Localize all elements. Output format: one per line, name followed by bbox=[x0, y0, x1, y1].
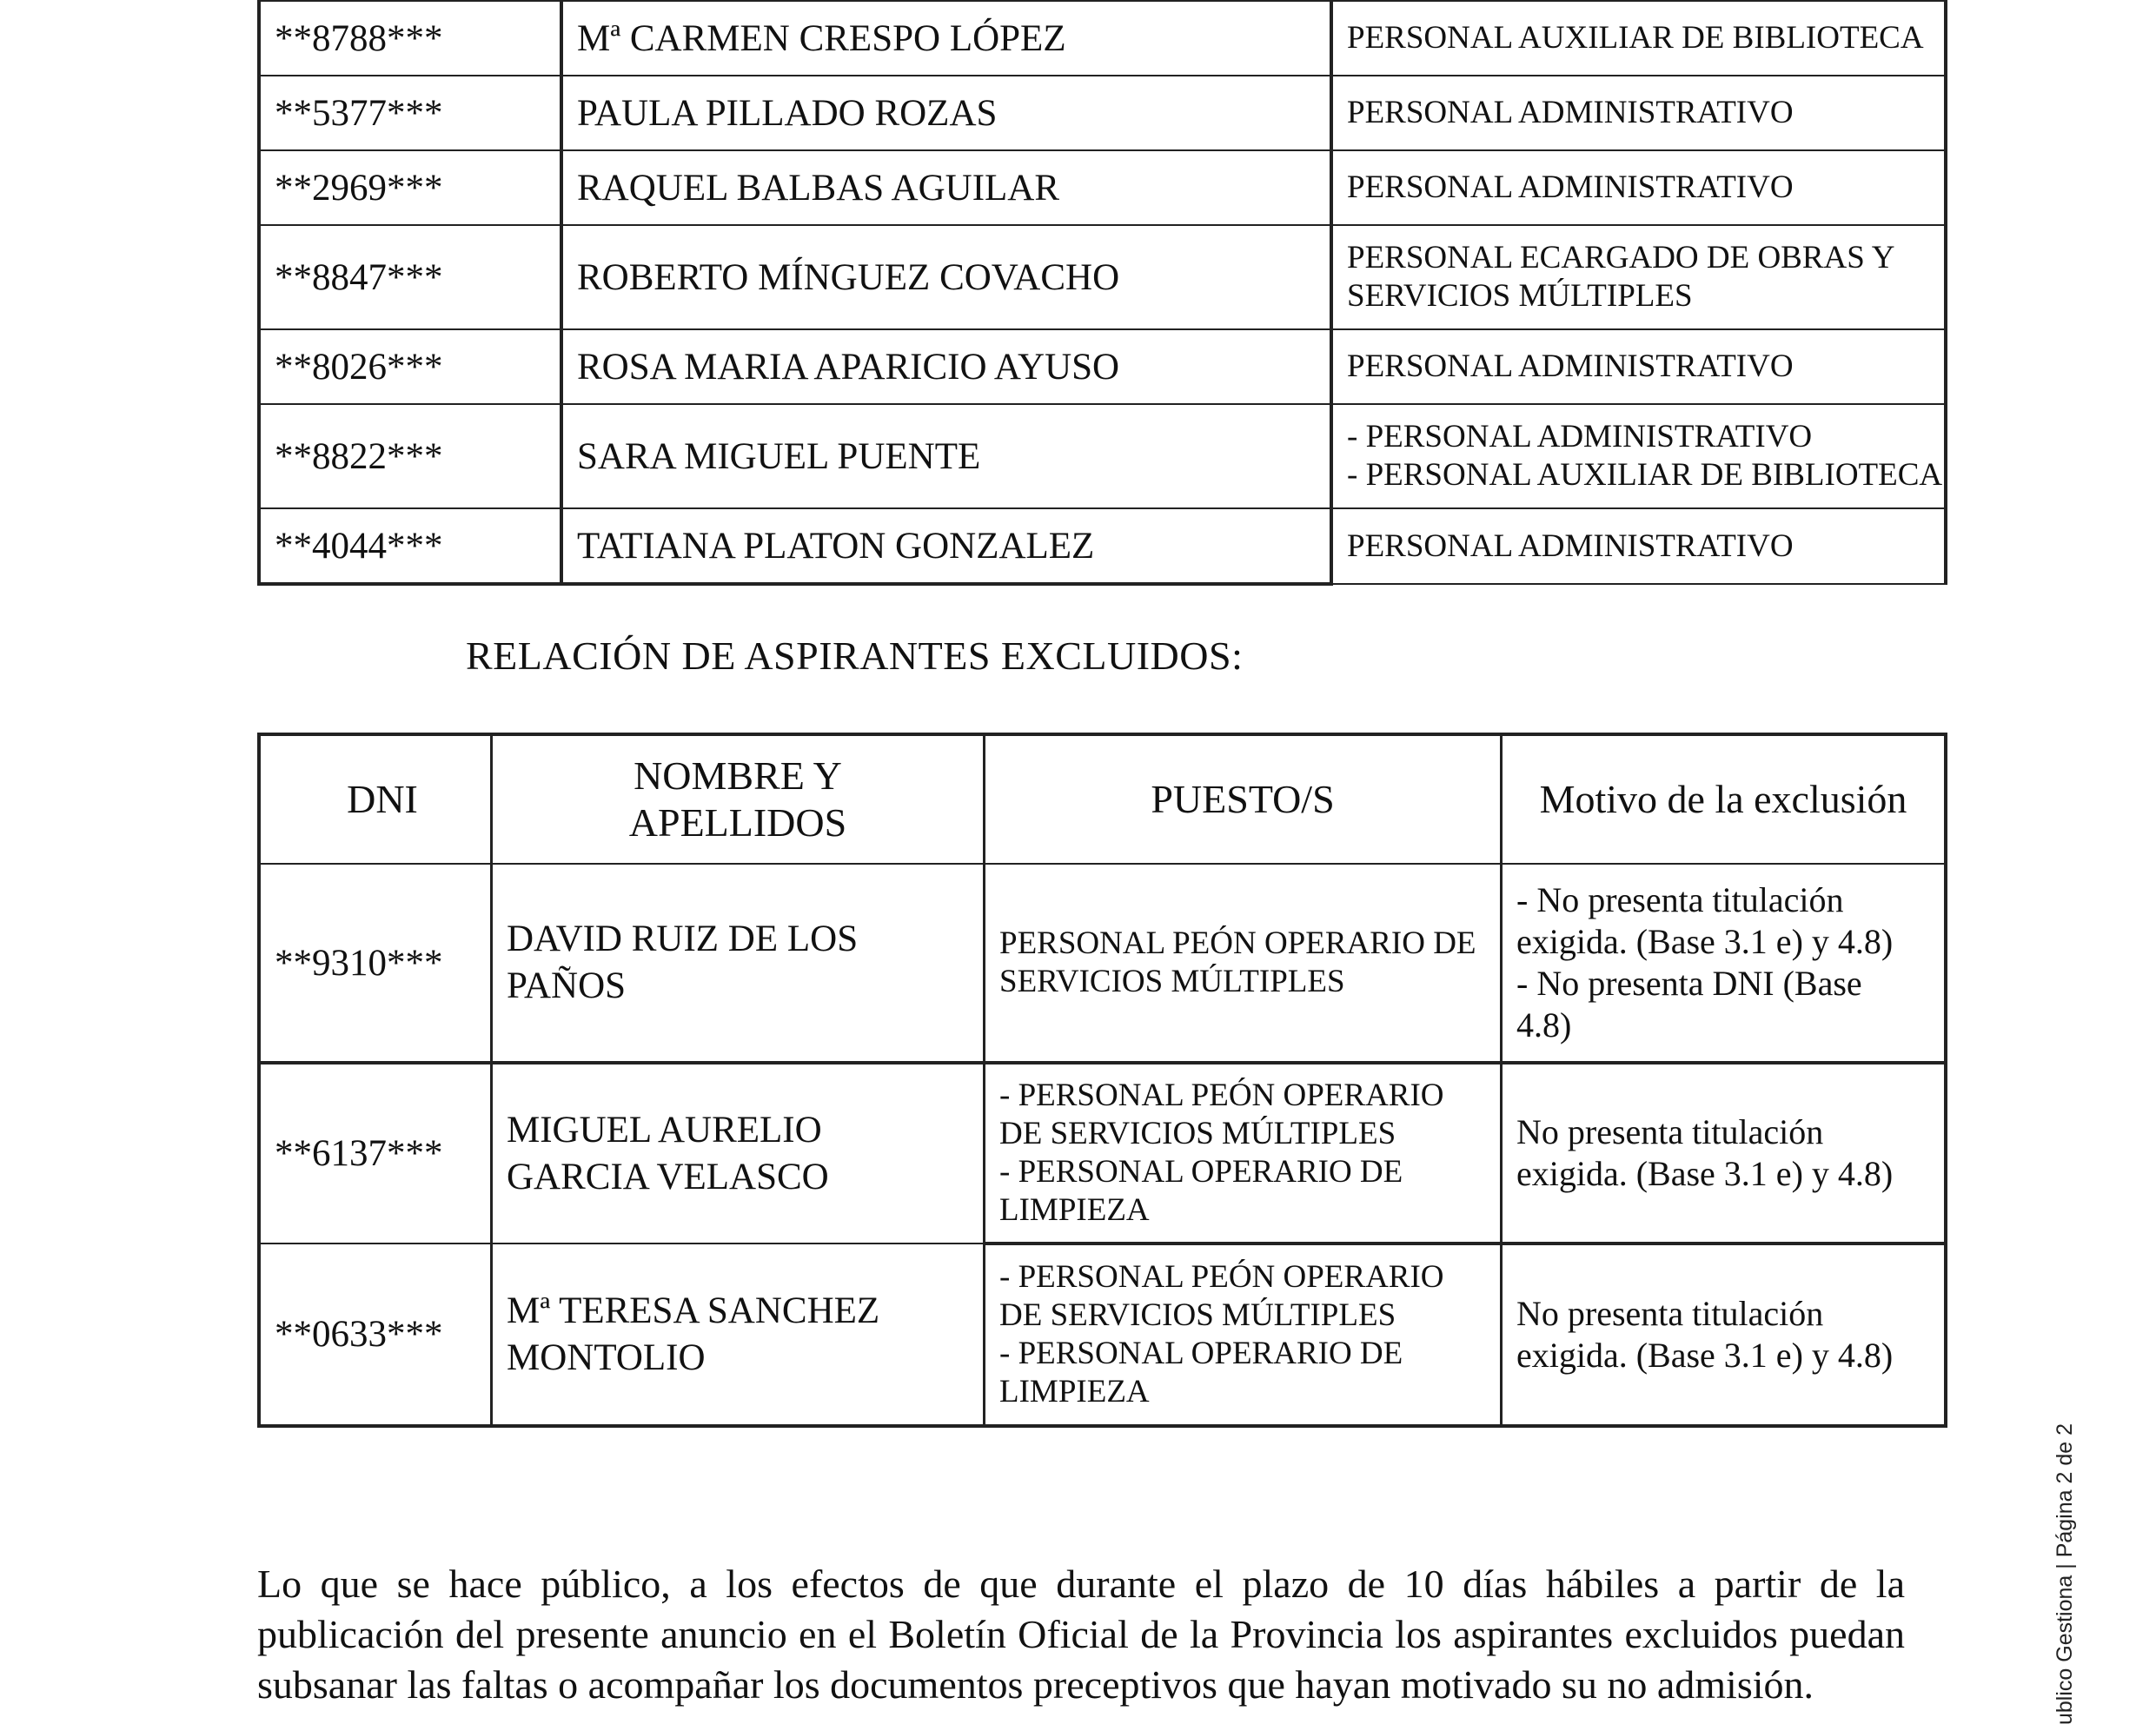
excluded-heading: RELACIÓN DE ASPIRANTES EXCLUIDOS: bbox=[466, 633, 1244, 678]
name-cell: ROSA MARIA APARICIO AYUSO bbox=[561, 329, 1331, 404]
position-line: - PERSONAL ADMINISTRATIVO bbox=[1347, 419, 1813, 454]
position-cell bbox=[1331, 508, 1946, 584]
notice-paragraph: Lo que se hace público, a los efectos de que durante el plazo de 10 días hábiles a partir de la publicación del presente anuncio en el Boletín Oficial de la Provincia los aspirantes excluidos puedan subsanar las faltas o acompañar los documentos preceptivos que hayan motivado su no admisión. bbox=[257, 1562, 1905, 1707]
table-row bbox=[259, 150, 1946, 225]
reason-line: exigida. (Base 3.1 e) y 4.8) bbox=[1516, 922, 1894, 961]
table-row bbox=[259, 1063, 1946, 1244]
name-cell: Mª CARMEN CRESPO LÓPEZ bbox=[561, 1, 1331, 76]
reason-cell bbox=[1502, 1063, 1947, 1244]
name-line: MIGUEL AURELIO bbox=[507, 1109, 822, 1151]
position-line: SERVICIOS MÚLTIPLES bbox=[1347, 278, 1693, 314]
position-cell bbox=[985, 1063, 1502, 1244]
position-line: PERSONAL ADMINISTRATIVO bbox=[1347, 527, 1794, 564]
dni-cell: **8822*** bbox=[259, 404, 561, 508]
reason-line: exigida. (Base 3.1 e) y 4.8) bbox=[1516, 1336, 1894, 1375]
reason-line: 4.8) bbox=[1516, 1005, 1572, 1045]
position-cell bbox=[985, 864, 1502, 1063]
admitted-applicants-table bbox=[257, 0, 1947, 586]
position-line: DE SERVICIOS MÚLTIPLES bbox=[999, 1297, 1396, 1333]
name-cell: ROBERTO MÍNGUEZ COVACHO bbox=[561, 225, 1331, 329]
position-line: LIMPIEZA bbox=[999, 1192, 1150, 1228]
position-line: - PERSONAL PEÓN OPERARIO bbox=[999, 1078, 1444, 1113]
reason-line: - No presenta DNI (Base bbox=[1516, 964, 1862, 1003]
dni-cell: **8788*** bbox=[259, 1, 561, 76]
header-name bbox=[492, 734, 985, 864]
name-line: MONTOLIO bbox=[507, 1336, 706, 1378]
reason-line: No presenta titulación bbox=[1516, 1294, 1824, 1333]
header-dni: DNI bbox=[259, 734, 492, 864]
table-header-row bbox=[259, 734, 1946, 864]
dni-cell: **5377*** bbox=[259, 76, 561, 150]
reason-line: exigida. (Base 3.1 e) y 4.8) bbox=[1516, 1154, 1894, 1193]
name-cell bbox=[492, 864, 985, 1063]
position-line: PERSONAL ADMINISTRATIVO bbox=[1347, 348, 1794, 384]
position-line: DE SERVICIOS MÚLTIPLES bbox=[999, 1116, 1396, 1151]
name-cell: PAULA PILLADO ROZAS bbox=[561, 76, 1331, 150]
name-cell: SARA MIGUEL PUENTE bbox=[561, 404, 1331, 508]
reason-cell bbox=[1502, 1244, 1947, 1426]
position-line: - PERSONAL PEÓN OPERARIO bbox=[999, 1259, 1444, 1295]
table-row bbox=[259, 329, 1946, 404]
dni-cell: **9310*** bbox=[259, 864, 492, 1063]
header-name-line: APELLIDOS bbox=[628, 800, 847, 845]
reason-cell bbox=[1502, 864, 1947, 1063]
position-line: - PERSONAL OPERARIO DE bbox=[999, 1336, 1403, 1371]
name-line: DAVID RUIZ DE LOS bbox=[507, 919, 859, 959]
table-row bbox=[259, 1244, 1946, 1426]
position-line: PERSONAL AUXILIAR DE BIBLIOTECA bbox=[1347, 20, 1924, 56]
page-footer-vertical: ublico Gestiona | Página 2 de 2 bbox=[2053, 1423, 2077, 1725]
name-cell bbox=[492, 1244, 985, 1426]
position-line: SERVICIOS MÚLTIPLES bbox=[999, 964, 1345, 999]
position-line: - PERSONAL AUXILIAR DE BIBLIOTECA bbox=[1347, 457, 1943, 493]
name-line: Mª TERESA SANCHEZ bbox=[507, 1290, 880, 1331]
header-name-line: NOMBRE Y bbox=[634, 753, 842, 798]
name-line: GARCIA VELASCO bbox=[507, 1156, 829, 1197]
position-line: LIMPIEZA bbox=[999, 1374, 1150, 1409]
dni-cell: **8026*** bbox=[259, 329, 561, 404]
reason-line: No presenta titulación bbox=[1516, 1112, 1824, 1151]
table-row bbox=[259, 864, 1946, 1063]
position-cell bbox=[1331, 225, 1946, 329]
position-line: PERSONAL PEÓN OPERARIO DE bbox=[999, 925, 1476, 961]
name-cell bbox=[492, 1063, 985, 1244]
dni-cell: **4044*** bbox=[259, 508, 561, 584]
position-cell bbox=[1331, 150, 1946, 225]
position-cell bbox=[1331, 1, 1946, 76]
position-line: PERSONAL ADMINISTRATIVO bbox=[1347, 169, 1794, 205]
excluded-applicants-table bbox=[257, 733, 1947, 1428]
reason-line: - No presenta titulación bbox=[1516, 880, 1844, 919]
position-cell bbox=[985, 1244, 1502, 1426]
dni-cell: **6137*** bbox=[259, 1063, 492, 1244]
table-row bbox=[259, 508, 1946, 584]
position-cell bbox=[1331, 76, 1946, 150]
dni-cell: **8847*** bbox=[259, 225, 561, 329]
position-cell bbox=[1331, 329, 1946, 404]
position-line: - PERSONAL OPERARIO DE bbox=[999, 1154, 1403, 1190]
dni-cell: **0633*** bbox=[259, 1244, 492, 1426]
table-row bbox=[259, 1, 1946, 76]
dni-cell: **2969*** bbox=[259, 150, 561, 225]
position-cell bbox=[1331, 404, 1946, 508]
position-line: PERSONAL ADMINISTRATIVO bbox=[1347, 95, 1794, 130]
name-line: PAÑOS bbox=[507, 965, 627, 1006]
header-reason: Motivo de la exclusión bbox=[1502, 734, 1947, 864]
position-line: PERSONAL ECARGADO DE OBRAS Y bbox=[1347, 240, 1895, 275]
table-row bbox=[259, 225, 1946, 329]
header-position: PUESTO/S bbox=[985, 734, 1502, 864]
name-cell: RAQUEL BALBAS AGUILAR bbox=[561, 150, 1331, 225]
name-cell: TATIANA PLATON GONZALEZ bbox=[561, 508, 1331, 584]
table-row bbox=[259, 76, 1946, 150]
table-row bbox=[259, 404, 1946, 508]
